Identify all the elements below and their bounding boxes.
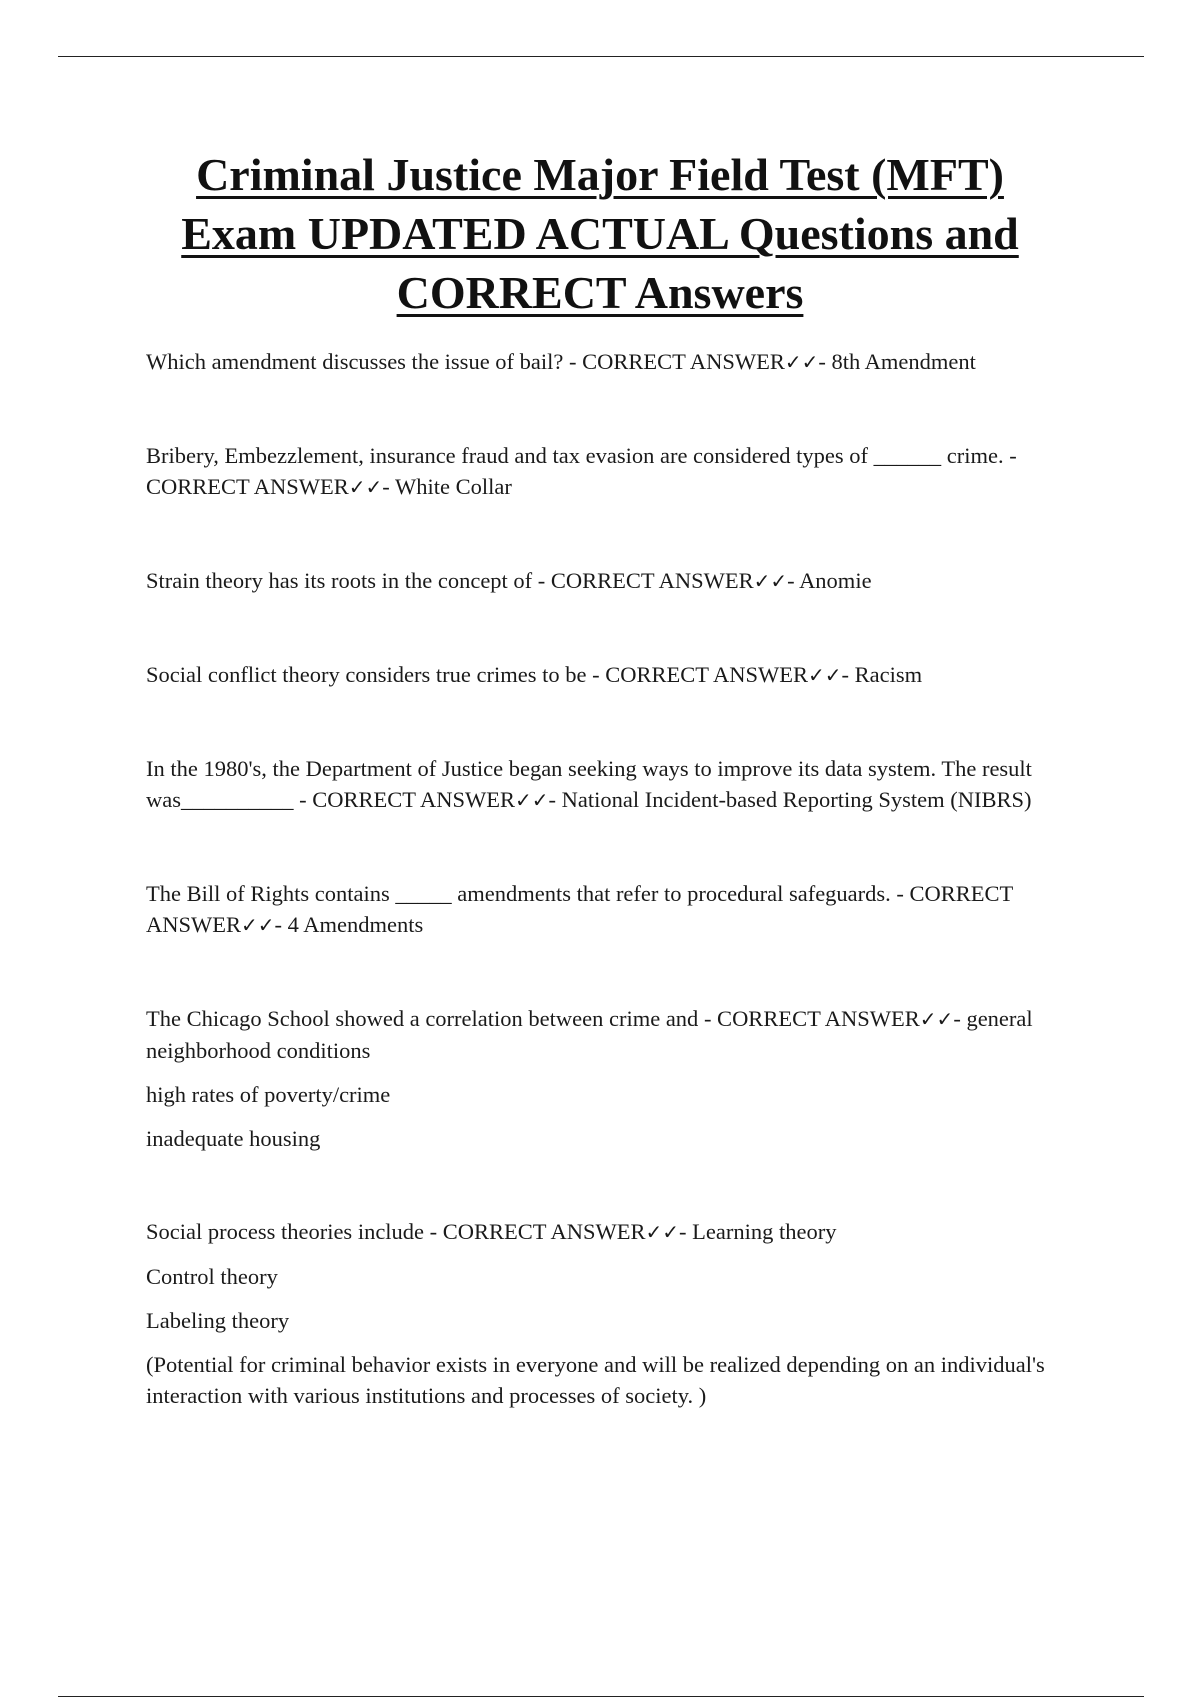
answer-extra-line: (Potential for criminal behavior exists in everyone and will be realized depending on an individual's interaction with various institutions and processes of society. ) xyxy=(146,1352,1045,1408)
answer-text: 8th Amendment xyxy=(831,349,976,374)
question-text: Social conflict theory considers true crimes to be xyxy=(146,662,587,687)
top-rule xyxy=(58,56,1144,57)
qa-item xyxy=(146,346,1066,378)
answer-marker: - CORRECT ANSWER xyxy=(146,881,1013,937)
qa-item xyxy=(146,878,1066,941)
answer-separator: - xyxy=(818,349,832,374)
answer-marker: - CORRECT ANSWER xyxy=(569,349,785,374)
answer-marker: - CORRECT ANSWER xyxy=(537,568,754,593)
qa-list xyxy=(146,346,1066,1411)
title-line-2: Exam UPDATED ACTUAL Questions and xyxy=(181,208,1019,259)
answer-separator: - xyxy=(841,662,855,687)
question-text: Strain theory has its roots in the concept of xyxy=(146,568,533,593)
answer-text: general neighborhood conditions xyxy=(146,1006,1033,1063)
answer-marker: - CORRECT ANSWER xyxy=(299,787,515,812)
answer-separator: - xyxy=(679,1219,693,1244)
question-text: Which amendment discusses the issue of bail? xyxy=(146,349,564,374)
qa-question-line xyxy=(146,565,1066,597)
double-check-icon: ✓✓ xyxy=(807,663,842,687)
answer-marker: - CORRECT ANSWER xyxy=(703,1006,920,1031)
qa-item xyxy=(146,1003,1066,1154)
question-text: The Chicago School showed a correlation between crime and xyxy=(146,1006,699,1031)
double-check-icon: ✓✓ xyxy=(645,1220,680,1244)
qa-question-line xyxy=(146,1003,1066,1066)
answer-text: Learning theory xyxy=(692,1219,837,1244)
qa-item xyxy=(146,753,1066,816)
answer-marker: - CORRECT ANSWER xyxy=(592,662,808,687)
answer-text: Anomie xyxy=(799,568,872,593)
answer-text: White Collar xyxy=(394,474,512,499)
qa-item xyxy=(146,659,1066,691)
answer-extra-line: Labeling theory xyxy=(146,1308,290,1333)
qa-question-line xyxy=(146,878,1066,941)
answer-marker: - CORRECT ANSWER xyxy=(146,443,1017,499)
answer-extra-line: inadequate housing xyxy=(146,1126,321,1151)
qa-question-line xyxy=(146,440,1066,503)
answer-text: Racism xyxy=(854,662,923,687)
answer-separator: - xyxy=(548,787,562,812)
qa-question-line xyxy=(146,659,1066,691)
question-text: The Bill of Rights contains _____ amendments that refer to procedural safeguards. xyxy=(146,881,891,906)
double-check-icon: ✓✓ xyxy=(919,1007,954,1031)
answer-extra-line: high rates of poverty/crime xyxy=(146,1082,391,1107)
answer-marker: - CORRECT ANSWER xyxy=(429,1219,646,1244)
question-text: In the 1980's, the Department of Justice began seeking ways to improve its data system. The result was__________ xyxy=(146,756,1032,812)
answer-separator: - xyxy=(787,568,800,593)
qa-item xyxy=(146,440,1066,503)
double-check-icon: ✓✓ xyxy=(753,569,788,593)
answer-separator: - xyxy=(953,1006,967,1031)
answer-separator: - xyxy=(274,912,288,937)
qa-question-line xyxy=(146,346,1066,378)
qa-question-line xyxy=(146,1216,1066,1248)
question-text: Social process theories include xyxy=(146,1219,425,1244)
document-title xyxy=(100,145,1100,322)
qa-item xyxy=(146,1216,1066,1411)
title-line-1: Criminal Justice Major Field Test (MFT) xyxy=(196,149,1004,200)
qa-question-line xyxy=(146,753,1066,816)
double-check-icon: ✓✓ xyxy=(784,350,819,374)
bottom-rule xyxy=(58,1696,1144,1697)
double-check-icon: ✓✓ xyxy=(241,913,275,937)
answer-separator: - xyxy=(382,474,395,499)
answer-text: 4 Amendments xyxy=(287,912,424,937)
answer-extra-line: Control theory xyxy=(146,1264,278,1289)
answer-text: National Incident-based Reporting System (NIBRS) xyxy=(561,787,1032,812)
double-check-icon: ✓✓ xyxy=(514,788,549,812)
question-text: Bribery, Embezzlement, insurance fraud and tax evasion are considered types of ______ crime. xyxy=(146,443,1004,468)
qa-item xyxy=(146,565,1066,597)
double-check-icon: ✓✓ xyxy=(348,475,383,499)
title-line-3: CORRECT Answers xyxy=(396,267,804,318)
